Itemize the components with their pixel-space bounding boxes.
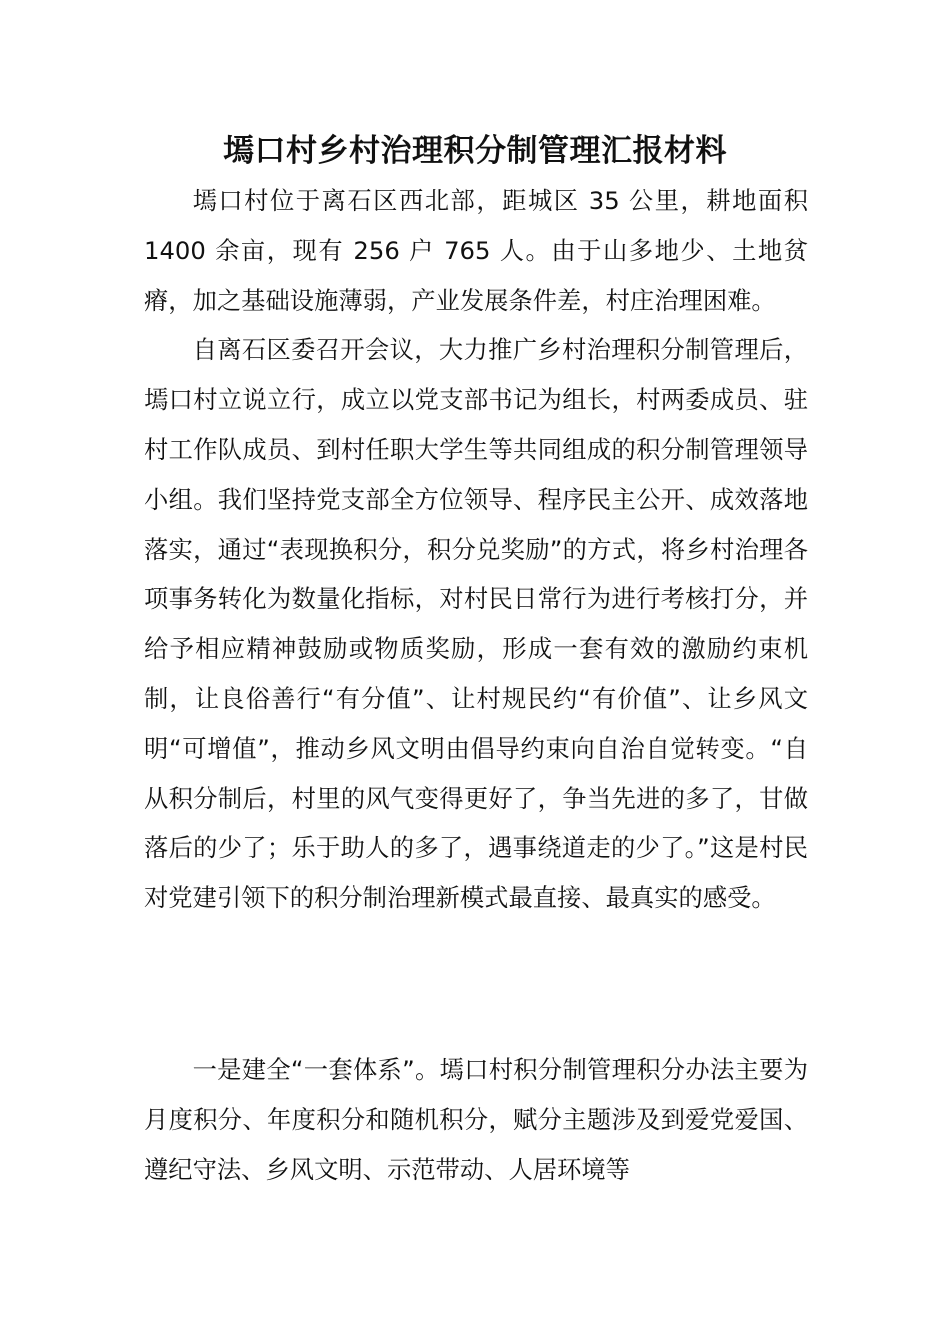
paragraph-system: 一是建全“一套体系”。墕口村积分制管理积分办法主要为月度积分、年度积分和随机积分，赋分主题涉及到爱党爱国、遵纪守法、乡风文明、示范带动、人居环境等 (144, 1055, 808, 1184)
document-title-first-char: 墕 (223, 133, 255, 169)
document-title (0, 127, 950, 175)
document-title-rest: 口村乡村治理积分制管理汇报材料 (254, 133, 727, 169)
paragraph-intro: 墕口村位于离石区西北部，距城区 35 公里，耕地面积 1400 余亩，现有 256 户 765 人。由于山多地少、土地贫瘠，加之基础设施薄弱，产业发展条件差，村庄治理困难。 (144, 186, 808, 315)
main-body (144, 176, 808, 923)
paragraph-implementation: 自离石区委召开会议，大力推广乡村治理积分制管理后，墕口村立说立行，成立以党支部书记为组长，村两委成员、驻村工作队成员、到村任职大学生等共同组成的积分制管理领导小组。我们坚持党支部全方位领导、程序民主公开、成效落地落实，通过“表现换积分，积分兑奖励”的方式，将乡村治理各项事务转化为数量化指标，对村民日常行为进行考核打分，并给予相应精神鼓励或物质奖励，形成一套有效的激励约束机制，让良俗善行“有分值”、让村规民约“有价值”、让乡风文明“可增值”，推动乡风文明由倡导约束向自治自觉转变。“自从积分制后，村里的风气变得更好了，争当先进的多了，甘做落后的少了；乐于助人的多了，遇事绕道走的少了。”这是村民对党建引领下的积分制治理新模式最直接、最真实的感受。 (144, 335, 808, 913)
section-body (144, 1045, 808, 1194)
